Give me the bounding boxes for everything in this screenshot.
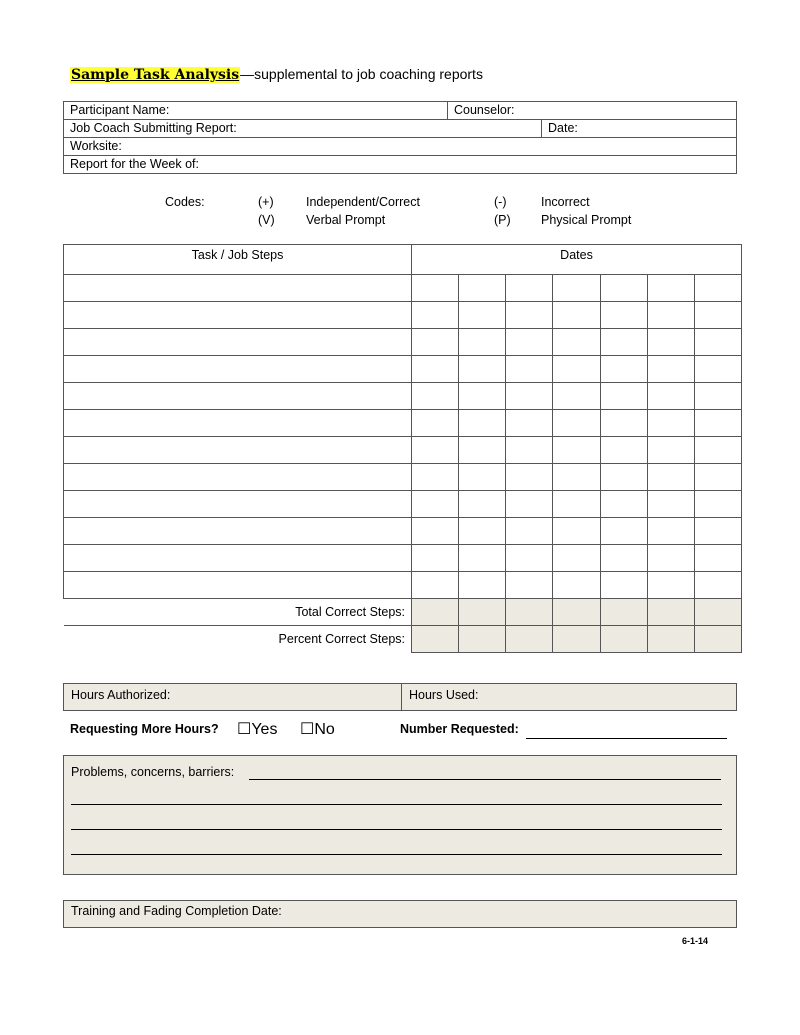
date-cell[interactable] [506,275,553,302]
date-field[interactable]: Date: [542,120,737,138]
date-cell[interactable] [459,410,506,437]
hours-box [63,683,737,711]
date-cell[interactable] [553,545,600,572]
date-cell[interactable] [647,572,694,599]
date-cell[interactable] [694,329,741,356]
date-cell[interactable] [506,491,553,518]
date-cell[interactable] [553,572,600,599]
codes-col-1 [258,193,275,229]
date-cell[interactable] [506,356,553,383]
yes-checkbox[interactable] [237,719,277,739]
checkbox-icon: ☐ [300,721,315,738]
date-cell[interactable] [459,437,506,464]
codes-label: Codes: [165,195,205,209]
date-cell[interactable] [459,572,506,599]
step-cell[interactable] [64,356,412,383]
date-cell[interactable] [600,329,647,356]
date-cell[interactable] [412,545,459,572]
step-row [64,545,742,572]
title-main: Sample Task Analysis [71,67,240,83]
date-cell[interactable] [553,437,600,464]
total-correct-cell[interactable] [412,599,459,626]
date-cell[interactable] [600,356,647,383]
hours-authorized-field[interactable]: Hours Authorized: [71,688,171,702]
percent-correct-cell[interactable] [647,626,694,653]
percent-correct-cell[interactable] [553,626,600,653]
date-cell[interactable] [459,356,506,383]
date-cell[interactable] [600,464,647,491]
date-cell[interactable] [647,356,694,383]
date-cell[interactable] [600,545,647,572]
total-correct-cell[interactable] [647,599,694,626]
date-cell[interactable] [647,491,694,518]
date-cell[interactable] [647,518,694,545]
step-cell[interactable] [64,302,412,329]
date-cell[interactable] [694,275,741,302]
percent-correct-cell[interactable] [506,626,553,653]
no-checkbox[interactable] [300,719,335,739]
date-cell[interactable] [553,275,600,302]
date-cell[interactable] [647,275,694,302]
step-row [64,437,742,464]
job-coach-field[interactable]: Job Coach Submitting Report: [64,120,542,138]
date-cell[interactable] [506,464,553,491]
total-correct-cell[interactable] [553,599,600,626]
step-row [64,275,742,302]
percent-correct-label: Percent Correct Steps: [64,626,412,653]
date-cell[interactable] [412,437,459,464]
step-row [64,464,742,491]
date-cell[interactable] [600,302,647,329]
date-cell[interactable] [647,383,694,410]
code-incorrect: (-) [494,195,507,209]
code-physical: (P) [494,213,511,227]
problems-box [63,755,737,875]
date-cell[interactable] [647,329,694,356]
no-label: No [314,721,335,738]
date-cell[interactable] [647,464,694,491]
request-label: Requesting More Hours? [70,722,219,736]
training-label: Training and Fading Completion Date: [71,904,282,918]
date-cell[interactable] [553,491,600,518]
checkbox-icon: ☐ [237,721,252,738]
date-cell[interactable] [459,518,506,545]
step-cell[interactable] [64,491,412,518]
step-cell[interactable] [64,329,412,356]
date-cell[interactable] [506,383,553,410]
code-independent: (+) [258,195,274,209]
worksite-field[interactable]: Worksite: [64,138,737,156]
code-physical-meaning: Physical Prompt [541,213,632,227]
date-cell[interactable] [506,518,553,545]
date-cell[interactable] [506,437,553,464]
hours-used-field[interactable]: Hours Used: [409,688,479,702]
report-week-field[interactable]: Report for the Week of: [64,156,737,174]
step-cell[interactable] [64,572,412,599]
date-cell[interactable] [412,572,459,599]
date-cell[interactable] [600,275,647,302]
date-cell[interactable] [600,572,647,599]
step-cell[interactable] [64,410,412,437]
date-cell[interactable] [553,329,600,356]
step-cell[interactable] [64,383,412,410]
date-cell[interactable] [694,383,741,410]
total-correct-cell[interactable] [600,599,647,626]
step-cell[interactable] [64,464,412,491]
date-cell[interactable] [459,302,506,329]
date-cell[interactable] [412,518,459,545]
date-cell[interactable] [694,302,741,329]
date-cell[interactable] [694,572,741,599]
number-requested-line[interactable] [526,738,727,739]
date-cell[interactable] [459,275,506,302]
date-cell[interactable] [553,464,600,491]
participant-name-field[interactable]: Participant Name: [64,102,448,120]
date-cell[interactable] [412,275,459,302]
task-steps-header: Task / Job Steps [64,245,412,275]
step-row [64,491,742,518]
date-cell[interactable] [600,410,647,437]
codes-col-2 [306,193,420,229]
title-subtitle: supplemental to job coaching reports [254,66,483,82]
total-correct-cell[interactable] [459,599,506,626]
problems-label: Problems, concerns, barriers: [71,765,235,779]
step-row [64,329,742,356]
date-cell[interactable] [694,356,741,383]
step-cell[interactable] [64,545,412,572]
date-cell[interactable] [600,383,647,410]
date-cell[interactable] [412,356,459,383]
percent-correct-cell[interactable] [694,626,741,653]
percent-correct-row [64,626,742,653]
date-cell[interactable] [412,383,459,410]
codes-col-3 [494,193,511,229]
date-cell[interactable] [553,383,600,410]
dates-header: Dates [412,245,742,275]
date-cell[interactable] [694,437,741,464]
date-cell[interactable] [506,410,553,437]
date-cell[interactable] [647,545,694,572]
date-cell[interactable] [600,518,647,545]
date-cell[interactable] [694,464,741,491]
date-cell[interactable] [412,464,459,491]
step-cell[interactable] [64,437,412,464]
total-correct-row [64,599,742,626]
step-row [64,356,742,383]
date-cell[interactable] [459,464,506,491]
date-cell[interactable] [506,302,553,329]
total-correct-cell[interactable] [506,599,553,626]
date-cell[interactable] [647,302,694,329]
date-cell[interactable] [412,410,459,437]
page-title [70,66,483,83]
date-cell[interactable] [553,302,600,329]
date-cell[interactable] [694,410,741,437]
problems-line-4[interactable] [71,854,722,855]
step-row [64,410,742,437]
step-row [64,518,742,545]
date-cell[interactable] [694,518,741,545]
date-cell[interactable] [412,329,459,356]
problems-line-2[interactable] [71,804,722,805]
date-cell[interactable] [506,329,553,356]
code-verbal-meaning: Verbal Prompt [306,213,386,227]
step-row [64,572,742,599]
counselor-field[interactable]: Counselor: [448,102,737,120]
step-cell[interactable] [64,518,412,545]
info-table [63,101,737,174]
date-cell[interactable] [553,518,600,545]
code-independent-meaning: Independent/Correct [306,195,420,209]
yes-label: Yes [251,721,278,738]
step-row [64,302,742,329]
percent-correct-cell[interactable] [412,626,459,653]
date-cell[interactable] [647,437,694,464]
step-cell[interactable] [64,275,412,302]
date-cell[interactable] [506,545,553,572]
title-dash: — [240,66,255,82]
total-correct-cell[interactable] [694,599,741,626]
codes-col-4 [541,193,631,229]
date-cell[interactable] [412,302,459,329]
date-cell[interactable] [412,491,459,518]
date-cell[interactable] [553,410,600,437]
date-cell[interactable] [694,491,741,518]
training-box [63,900,737,928]
date-cell[interactable] [600,491,647,518]
date-cell[interactable] [506,572,553,599]
task-steps-table [63,244,742,653]
problems-line-1[interactable] [249,779,721,780]
percent-correct-cell[interactable] [459,626,506,653]
date-cell[interactable] [459,329,506,356]
code-verbal: (V) [258,213,275,227]
date-cell[interactable] [600,437,647,464]
date-cell[interactable] [459,545,506,572]
step-row [64,383,742,410]
total-correct-label: Total Correct Steps: [64,599,412,626]
version-footer: 6-1-14 [682,936,709,946]
percent-correct-cell[interactable] [600,626,647,653]
code-incorrect-meaning: Incorrect [541,195,590,209]
number-requested-label: Number Requested: [400,722,519,736]
date-cell[interactable] [647,410,694,437]
date-cell[interactable] [459,491,506,518]
date-cell[interactable] [553,356,600,383]
problems-line-3[interactable] [71,829,722,830]
date-cell[interactable] [459,383,506,410]
date-cell[interactable] [694,545,741,572]
